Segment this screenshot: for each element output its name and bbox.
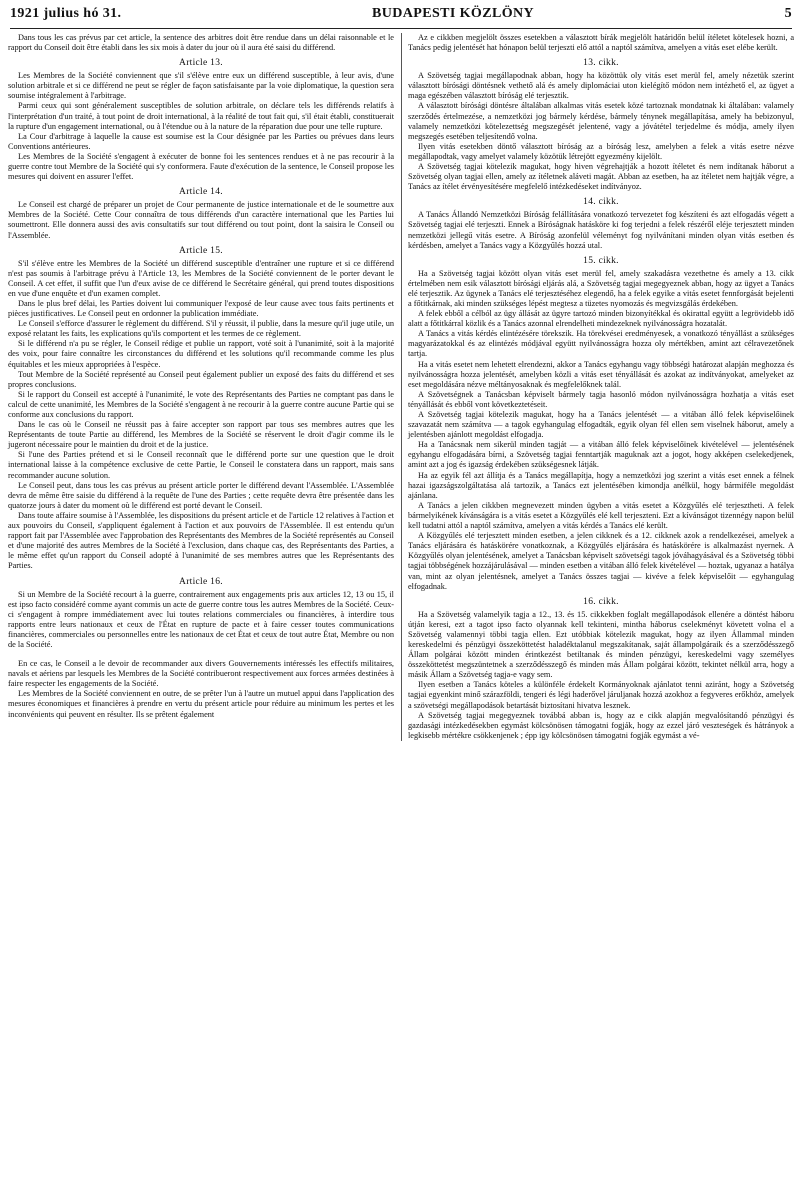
paragraph: Le Conseil est chargé de préparer un projet de Cour permanente de justice internationale et de le soumettre aux Membres de la Société. Cette Cour connaîtra de tous différends d'un caractère international que les Parties lui soumettront. Elle donnera aussi des avis consultatifs sur tout différend ou tout point, dont la saisira le Conseil ou l'Assemblée.	[8, 200, 394, 240]
spacer	[8, 650, 394, 659]
paragraph: A felek ebből a célból az ügy állását az ügyre tartozó minden bizonyítékkal és okirattal együtt a legrövidebb idő alatt a főtitkárral közlik és a Tanács azonnal elrendelheti mindezeknek nyilvánosságra hozatalát.	[408, 309, 794, 329]
paragraph: Si l'une des Parties prétend et si le Conseil reconnaît que le différend porte sur une question que le droit international laisse à la compétence exclusive de cette Partie, le Conseil le constatera dans un rapport, mais sans recommander aucune solution.	[8, 450, 394, 480]
article-heading: 15. cikk.	[583, 255, 619, 266]
article-heading: Article 15.	[179, 245, 223, 256]
paragraph: A Szövetség tagjai kötelezik magukat, hogy ha a Tanács jelentését — a vitában álló felek képviselőinek szavazatát nem számítva — a tagok egyhangulag elfogadták, egyik olyan fél ellen sem viselnek háborut, amely a jelentésben ajánlott megoldást elfogadja.	[408, 410, 794, 440]
paragraph: Le Conseil s'efforce d'assurer le règlement du différend. S'il y réussit, il publie, dans la mesure qu'il juge utile, un exposé relatant les faits, les explications qu'ils comportent et les termes de ce règlement.	[8, 319, 394, 339]
article-heading: 14. cikk.	[583, 197, 619, 208]
paragraph: Si le différend n'a pu se régler, le Conseil rédige et publie un rapport, voté soit à l'unanimité, soit à la majorité des voix, pour faire connaître les circonstances du différend et les solutions qu'il recommande comme les plus équitables et les mieux appropriées à l'espèce.	[8, 339, 394, 369]
paragraph: Az e cikkben megjelölt összes esetekben a választott bírák megjelölt határidőn belül ítéletet kötelesek hozni, a Tanács pedig jelentését hat hónapon belül terjeszti elő attól a naptól számítva, amelyen a vitás eset elébe került.	[408, 33, 794, 53]
paragraph: Parmi ceux qui sont généralement susceptibles de solution arbitrale, on déclare tels les différends relatifs à l'interprétation d'un traité, à tout point de droit international, à la réalité de tout fait qui, s'il était établi, constituerait la rupture d'un engagement international, ou à l'étendue ou à la nature de la réparation due pour une telle rupture.	[8, 101, 394, 131]
paragraph: Ha a Szövetség valamelyik tagja a 12., 13. és 15. cikkekben foglalt megállapodások ellenére a döntést háboru útján keresi, ezt a tagot ipso facto olyannak kell tekinteni, mintha háborus cselekményt követett volna el a Szövetség valamennyi többi tagja ellen. Ezt utóbbiak kötelezik magukat, hogy az ilyen Állammal minden kereskedelmi és pénzügyi összeköttetést haladéktalanul megszakítanak, saját állampolgáraik és a szerződésszegő Állam polgárai között minden érintkezést betiltanak és minden pénzügyi, kereskedelmi vagy személyes összeköttetést megszüntetnek a szerződésszegő és minden más Állam polgárai között, tekintet nélkül arra, hogy a másik Állam a Szövetség tagja-e vagy sem.	[408, 609, 794, 680]
paragraph: Dans tous les cas prévus par cet article, la sentence des arbitres doit être rendue dans un délai raisonnable et le rapport du Conseil doit être établi dans les six mois à dater du jour où il aura été saisi du différend.	[8, 33, 394, 53]
article-heading: Article 14.	[179, 187, 223, 198]
paragraph: Tout Membre de la Société représenté au Conseil peut également publier un exposé des faits du différend et ses propres conclusions.	[8, 369, 394, 389]
paragraph: Les Membres de la Société conviennent en outre, de se prêter l'un à l'autre un mutuel appui dans l'application des mesures économiques et financières à prendre en vertu du présent article pour réduire au minimum les pertes et les inconvénients qui peuvent en résulter. Ils se prêtent également	[8, 689, 394, 719]
header-date: 1921 julius hó 31.	[10, 6, 122, 21]
paragraph: Si le rapport du Conseil est accepté à l'unanimité, le vote des Représentants des Parties ne comptant pas dans le calcul de cette unanimité, les Membres de la Société s'engagent à ne recourir à la guerre contre aucune Partie qui se conforme aux conclusions du rapport.	[8, 389, 394, 419]
paragraph: Ha az egyik fél azt állítja és a Tanács megállapítja, hogy a nemzetközi jog szerint a vitás eset ennek a félnek hazai igazságszolgáltatása alá tartozik, a Tanács ezt jelentésében kimondja anélkül, hogy bármiféle megoldást ajánlana.	[408, 470, 794, 500]
paragraph: Ilyen vitás esetekben döntő választott bíróság az a bíróság lesz, amelyben a felek a vitás esetre nézve megállapodtak, vagy amelyet valamely közötük létrejött egyezmény kijelölt.	[408, 141, 794, 161]
paragraph: A Közgyűlés elé terjesztett minden esetben, a jelen cikknek és a 12. cikknek azok a rendelkezései, amelyek a Tanács eljárására és hatáskörére vonatkoznak, a Közgyűlés eljárására és hatáskörére is alkalmazást nyernek. A Közgyűlés olyan jelentésének, amelyet a Tanácsban képviselt szövetségi tagok jóváhagyásával és a Szövetség többi tagjai többségének hozzájárulásával — minden esetben a vitában álló felek kivételével — hoztak, ugyanaz a hatálya van, mint az olyan jelentésnek, amelyet a Tanács összes tagjai — kivéve a felek képviselőit — egyhangulag elfogadnak.	[408, 531, 794, 591]
paragraph: S'il s'élève entre les Membres de la Société un différend susceptible d'entraîner une rupture et si ce différend n'est pas soumis à l'arbitrage prévu à l'Article 13, les Membres de la Société conviennent de le porter devant le Conseil. A cet effet, il suffit que l'un d'eux avise de ce différend le Secrétaire général, qui prend toutes dispositions en vue d'une enquête et d'un examen complet.	[8, 258, 394, 298]
paragraph: A Szövetség tagjai kötelezik magukat, hogy hiven végrehajtják a hozott ítéletet és nem indítanak háborut a Szövetség olyan tagjai ellen, amely az ítéletnek aláveti magát. Abban az esetben, ha az ítéletet nem hajtják végre, a Tanács az ítélet érvényesítésére megfelelő intézkedéseket indítványoz.	[408, 162, 794, 192]
paragraph: Ha a vitás esetet nem lehetett elrendezni, akkor a Tanács egyhangu vagy többségi határozat alapján meghozza és nyilvánosságra hozza jelentését, amelyben közli a vitás eset tényállását és azokat az indítványokat, amelyeket az eset megoldására nézve méltányosaknak és megfelelőknek talál.	[408, 359, 794, 389]
paragraph: Dans le plus bref délai, les Parties doivent lui communiquer l'exposé de leur cause avec tous faits pertinents et pièces justificatives. Le Conseil peut en ordonner la publication immédiate.	[8, 298, 394, 319]
page-header	[10, 6, 792, 29]
article-heading: 16. cikk.	[583, 596, 619, 607]
header-page-number: 5	[784, 6, 792, 21]
left-column-french	[8, 33, 394, 741]
paragraph: A Szövetség tagjai megállapodnak abban, hogy ha közöttük oly vitás eset merül fel, amely nézetük szerint választott bírósági döntésnek vethető alá és amely diplomáciai uton kielégítő módon nem intézhető el, az ügyet a maga egészében választott bíróság elé terjesztik.	[408, 71, 794, 101]
paragraph: Le Conseil peut, dans tous les cas prévus au présent article porter le différend devant l'Assemblée. L'Assemblée devra de même être saisie du différend à la requête de l'une des Parties ; cette requête devra être présentée dans les quatorze jours à dater du moment où le différend est porté devant le Conseil.	[8, 480, 394, 510]
paragraph: Si un Membre de la Société recourt à la guerre, contrairement aux engagements pris aux articles 12, 13 ou 15, il est ipso facto considéré comme ayant commis un acte de guerre contre tous les autres Membres de la Société. Ceux-ci s'engagent à rompre immédiatement avec lui toutes relations commerciales ou financières, à interdire tous rapports entre leurs nationaux et ceux de l'État en rupture de pacte et à faire cesser toutes communications financières, commerciales ou personnelles entre les nationaux de cet État et ceux de tout autre État, Membre ou non de la Société.	[8, 589, 394, 649]
paragraph: Ha a Szövetség tagjai között olyan vitás eset merül fel, amely szakadásra vezethetne és amely a 13. cikk értelmében nem esik választott bírósági eljárás alá, a Szövetség tagjai megegyeznek abban, hogy az ügyet a Tanács elé terjesztik. Az ügynek a Tanács elé terjesztéséhez elegendő, ha a felek egyike a vitás esetet fennforgását bejelenti a főtitkárnak, aki minden szükséges lépést megtesz a tüzetes nyomozás és megvizsgálás érdekében.	[408, 268, 794, 308]
article-heading: Article 13.	[179, 58, 223, 69]
paragraph: Ha a Tanácsnak nem sikerül minden tagját — a vitában álló felek képviselőinek kivételével — jelentésének egyhangu elfogadására bírni, a Szövetség tagjai fenntartják maguknak azt a jogot, hogy akképen cselekedjenek, amint azt a jog és igazság érdekében szükségesnek látják.	[408, 440, 794, 470]
paragraph: En ce cas, le Conseil a le devoir de recommander aux divers Gouvernements intéressés les effectifs militaires, navals et aériens par lesquels les Membres de la Société contribueront respectivement aux forces armées destinées à faire respecter les engagements de la Société.	[8, 659, 394, 689]
paragraph: A Tanács a vitás kérdés elintézésére törekszik. Ha törekvései eredményesek, a vonatkozó tényállást a szükséges magyarázatokkal és az elintézés módjával együtt nyilvánosságra hozza oly mértékben, amint azt célravezetőnek tartja.	[408, 329, 794, 359]
header-title: BUDAPESTI KÖZLÖNY	[372, 6, 535, 21]
paragraph: Dans le cas où le Conseil ne réussit pas à faire accepter son rapport par tous ses membres autres que les Représentants de toute Partie au différend, les Membres de la Société se réservent le droit d'agir comme ils le jugeront nécessaire pour le maintien du droit et de la justice.	[8, 420, 394, 450]
article-heading: 13. cikk.	[583, 58, 619, 69]
paragraph: A Tanács a jelen cikkben megnevezett minden ügyben a vitás esetet a Közgyűlés elé terjesztheti. A felek bármelyikének kívánságára is a vitás esetet a Közgyűlés elé kell terjeszteni. Ezt a kívánságot tizennégy napon belül kell tudatni attól a naptól számítva, amelyen a vitás kérdés a Tanács elé került.	[408, 500, 794, 531]
paragraph: A Szövetség tagjai megegyeznek továbbá abban is, hogy az e cikk alapján megvalósítandó pénzügyi és gazdasági intézkedésekben egymást kölcsönösen támogatni fogják, hogy az ezzel járó veszteségek és hátrányok a legkisebb mértékre csökkenjenek ; épp igy kölcsönösen támogatni fogják egymást a vé-	[408, 710, 794, 740]
paragraph: A Szövetségnek a Tanácsban képviselt bármely tagja hasonló módon nyilvánosságra hozhatja a vitás eset tényállását és ebből vont következtetéseit.	[408, 389, 794, 409]
article-heading: Article 16.	[179, 576, 223, 587]
paragraph: La Cour d'arbitrage à laquelle la cause est soumise est la Cour désignée par les Parties ou prévues dans leurs Conventions antérieures.	[8, 131, 394, 151]
paragraph: A Tanács Állandó Nemzetközi Bíróság felállítására vonatkozó tervezetet fog készíteni és azt elfogadás végett a Szövetség tagjai elé terjeszti. Ennek a Bíróságnak hatásköre ki fog terjedni a felek részéről eléje terjesztett minden nemzetközi jellegű vitás esetre. A Bíróság azonfelül véleményt fog nyilvánítani minden olyan vitás esetben és kérdésben, amelyet a Tanács vagy a Közgyűlés hozzá utal.	[408, 210, 794, 250]
paragraph: A választott bírósági döntésre általában alkalmas vitás esetek közé tartoznak mondatnak ki általában: valamely szerződés értelmezése, a nemzetközi jog bármely kérdése, bármely ténynek megállapítása, amely ha bebizonyul, valamely nemzetközi kötelezettség megszegését jelentené, vagy a jóvátétel terjedelme és módja, amely ilyen megszegés esetében teljesítendő volna.	[408, 101, 794, 141]
paragraph: Ilyen esetben a Tanács köteles a különféle érdekelt Kormányoknak ajánlatot tenni aziránt, hogy a Szövetség tagjai egyenkint minő szárazföldi, tengeri és légi haderővel járuljanak hozzá azokhoz a fegyveres erőkhöz, amelyek a szövetségi megállapodások betartását biztosítani hivatva lesznek.	[408, 680, 794, 710]
columns	[8, 33, 794, 741]
paragraph: Les Membres de la Société conviennent que s'il s'élève entre eux un différend susceptible, à leur avis, d'une solution arbitrale et si ce différend ne peut se régler de façon satisfaisante par la voie diplomatique, la question sera soumise intégralement à l'arbitrage.	[8, 71, 394, 101]
right-column-hungarian	[408, 33, 794, 741]
paragraph: Dans toute affaire soumise à l'Assemblée, les dispositions du présent article et de l'article 12 relatives à l'action et aux pouvoirs du Conseil, s'appliquent également à l'action et aux pouvoirs de l'Assemblée. Il est entendu qu'un rapport fait par l'Assemblée avec l'approbation des Représentants des Membres de la Société représentés au Conseil et d'une majorité des autres Membres de la Société à l'exclusion, dans chaque cas, des Représentants des Parties, a le même effet qu'un rapport du Conseil adopté à l'unanimité de ses membres autres que les Représentants des Parties.	[8, 510, 394, 571]
paragraph: Les Membres de la Société s'engagent à exécuter de bonne foi les sentences rendues et à ne pas recourir à la guerre contre tout Membre de la Société qui s'y conformera. Faute d'exécution de la sentence, le Conseil propose les mesures qui doivent en assurer l'effet.	[8, 151, 394, 182]
